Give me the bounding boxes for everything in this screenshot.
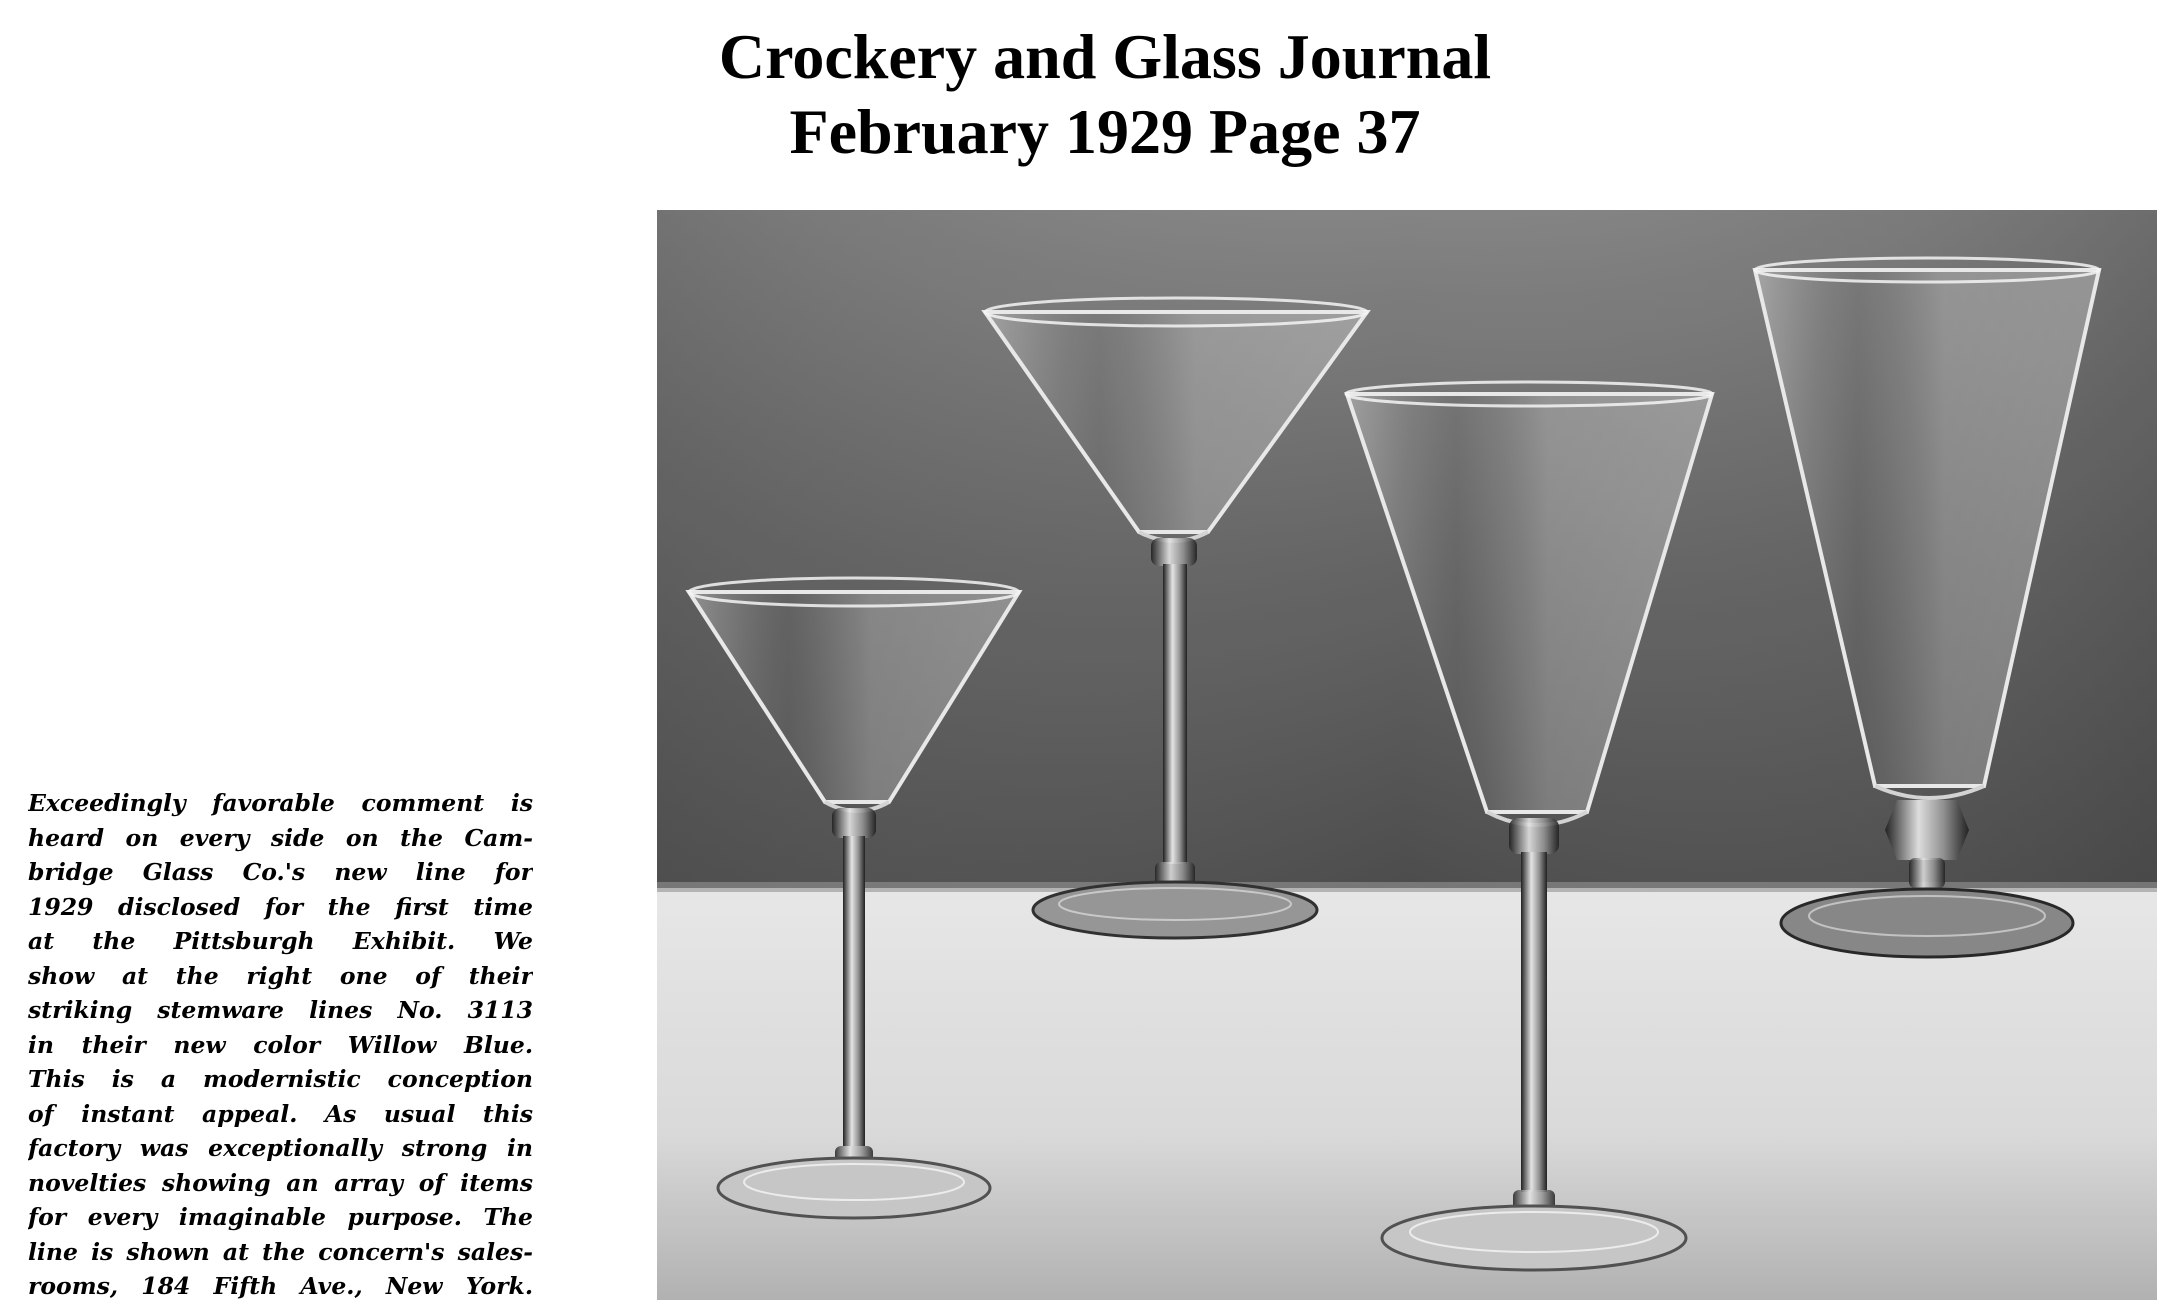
caption-line: Exceedingly favorable comment is: [28, 789, 533, 817]
caption-line: 1929 disclosed for the first time: [28, 892, 533, 921]
caption-line: at the Pittsburgh Exhibit. We: [28, 927, 533, 955]
caption-line: This is a modernistic conception: [28, 1065, 533, 1093]
caption-line: heard on every side on the Cam-: [28, 823, 533, 852]
caption-line: of instant appeal. As usual this: [28, 1099, 533, 1128]
photo-grain: [657, 210, 2157, 1300]
page-title-date: February 1929 Page 37: [789, 96, 1421, 167]
caption-line: striking stemware lines No. 3113: [28, 996, 533, 1024]
caption-line: novelties showing an array of items: [28, 1168, 533, 1197]
caption-line: for every imaginable purpose. The: [28, 1203, 533, 1231]
caption-line: show at the right one of their: [28, 961, 533, 990]
caption-line: bridge Glass Co.'s new line for: [28, 858, 533, 886]
caption-line: rooms, 184 Fifth Ave., New York.: [28, 1272, 533, 1300]
caption-line: factory was exceptionally strong in: [28, 1134, 533, 1162]
caption-line: in their new color Willow Blue.: [28, 1030, 533, 1059]
article-caption: [28, 786, 533, 1304]
page-title-publication: Crockery and Glass Journal: [718, 21, 1492, 92]
stemware-photo: [657, 210, 2157, 1300]
caption-line: line is shown at the concern's sales-: [28, 1237, 533, 1266]
